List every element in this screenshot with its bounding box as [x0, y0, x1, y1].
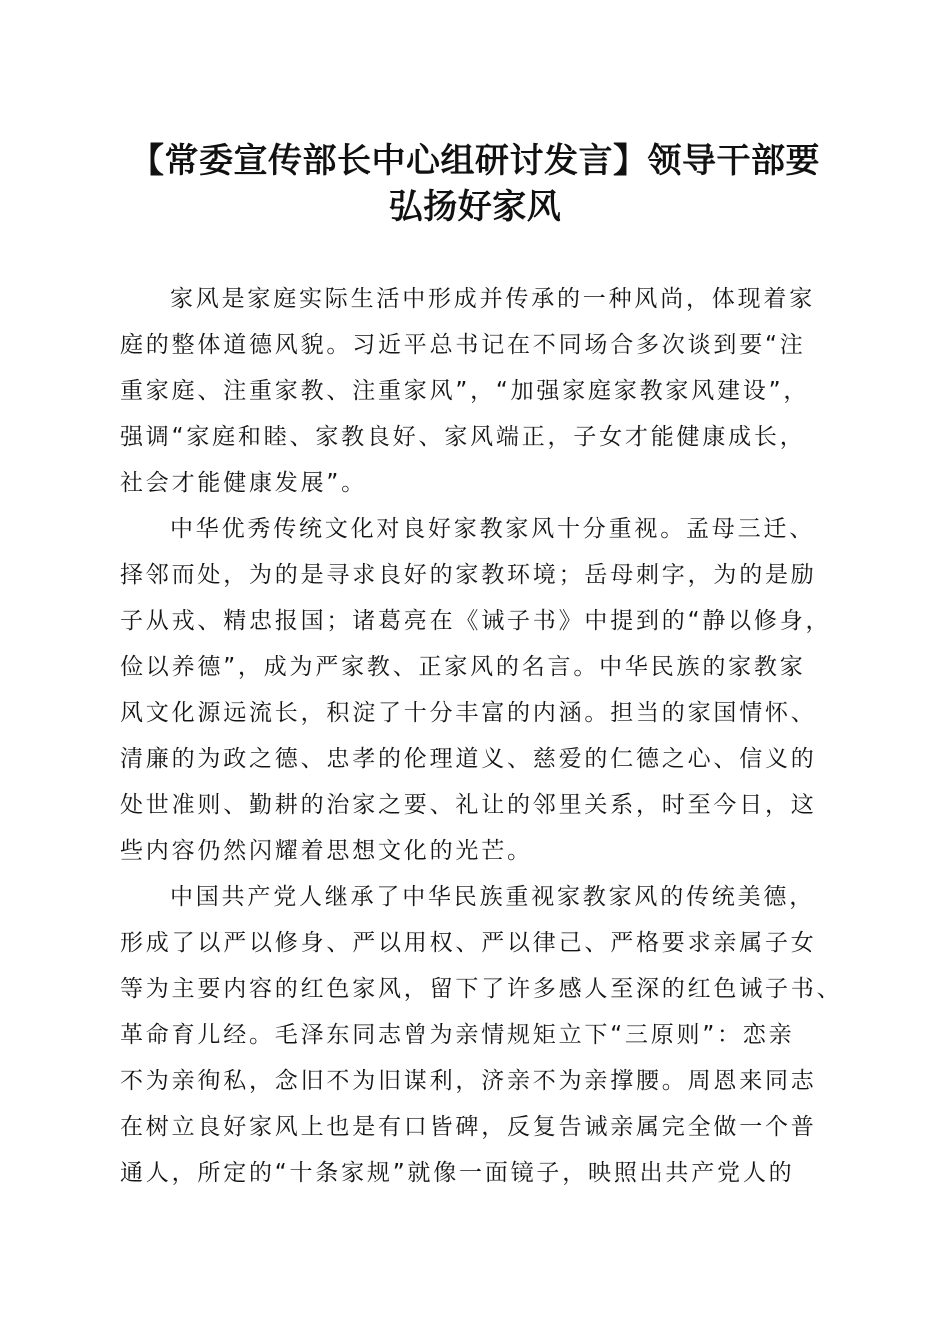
paragraph-line: 中华优秀传统文化对良好家教家风十分重视。孟母三迁、 [170, 516, 815, 542]
paragraph-line: 形成了以严以修身、严以用权、严以律己、严格要求亲属子女 [120, 930, 817, 956]
paragraph-line: 强调“家庭和睦、家教良好、家风端正，子女才能健康成长， [120, 424, 806, 450]
paragraph-line: 择邻而处，为的是寻求良好的家教环境；岳母刺字，为的是励 [120, 562, 817, 588]
paragraph-line: 通人，所定的“十条家规”就像一面镜子，映照出共产党人的 [120, 1160, 795, 1186]
paragraph-line: 中国共产党人继承了中华民族重视家教家风的传统美德， [170, 884, 815, 910]
paragraph-line: 重家庭、注重家教、注重家风”，“加强家庭家教家风建设”， [120, 378, 810, 404]
paragraph-2 [120, 506, 832, 874]
paragraph-line: 社会才能健康发展”。 [120, 470, 367, 496]
title-line-2: 弘扬好家风 [388, 187, 562, 227]
paragraph-line: 革命育儿经。毛泽东同志曾为亲情规矩立下“三原则”：恋亲 [120, 1022, 795, 1048]
paragraph-line: 些内容仍然闪耀着思想文化的光芒。 [120, 838, 533, 864]
paragraph-line: 处世准则、勤耕的治家之要、礼让的邻里关系，时至今日，这 [120, 792, 817, 818]
paragraph-line: 家风是家庭实际生活中形成并传承的一种风尚，体现着家 [170, 286, 815, 312]
paragraph-line: 风文化源远流长，积淀了十分丰富的内涵。担当的家国情怀、 [120, 700, 817, 726]
title-line-1: 【常委宣传部长中心组研讨发言】领导干部要 [130, 141, 820, 181]
paragraph-line: 不为亲徇私，念旧不为旧谋利，济亲不为亲撑腰。周恩来同志 [120, 1068, 817, 1094]
paragraph-line: 在树立良好家风上也是有口皆碑，反复告诫亲属完全做一个普 [120, 1114, 817, 1140]
paragraph-3 [120, 874, 843, 1196]
document-title [110, 138, 840, 230]
paragraph-line: 子从戎、精忠报国；诸葛亮在《诫子书》中提到的“静以修身， [120, 608, 832, 634]
paragraph-1 [120, 276, 825, 506]
paragraph-line: 等为主要内容的红色家风，留下了许多感人至深的红色诫子书、 [120, 976, 843, 1002]
paragraph-line: 俭以养德”，成为严家教、正家风的名言。中华民族的家教家 [120, 654, 806, 680]
document-body [120, 276, 843, 1196]
paragraph-line: 庭的整体道德风貌。习近平总书记在不同场合多次谈到要“注 [120, 332, 806, 358]
paragraph-line: 清廉的为政之德、忠孝的伦理道义、慈爱的仁德之心、信义的 [120, 746, 817, 772]
